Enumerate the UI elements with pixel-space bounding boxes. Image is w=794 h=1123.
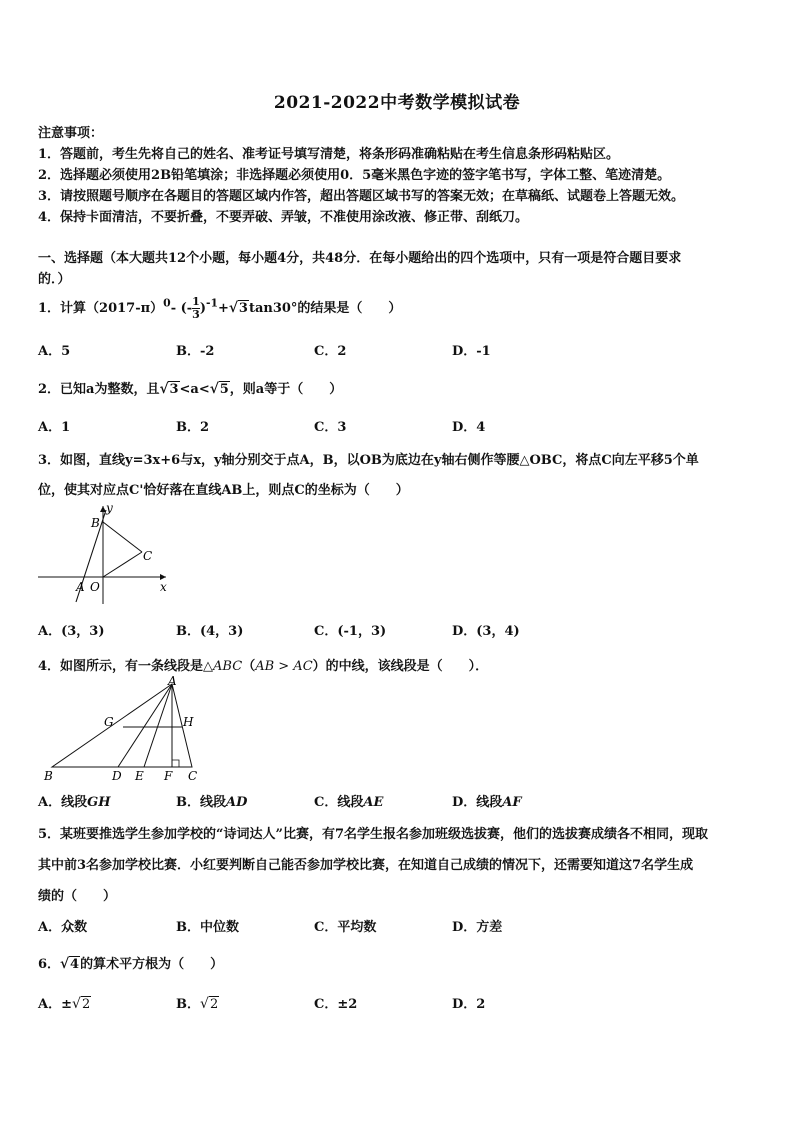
option-d[interactable]: D．2 [452, 997, 486, 1012]
label-h: H [183, 715, 194, 729]
question-2: 2．已知a为整数，且√ 3<a<√ 5，则a等于（ ） [38, 378, 342, 397]
segment-ad [118, 684, 172, 767]
page-title: 2021-2022中考数学模拟试卷 [273, 93, 521, 113]
notice-heading: 注意事项： [38, 126, 104, 141]
fraction: $\frac{1}{3}$ [192, 295, 200, 321]
question-5: 5．某班要推选学生参加学校的“诗词达人”比赛，有7名学生报名参加班级选拔赛，他们的选拔赛成绩各不相同，现取 [38, 827, 709, 842]
section-heading: 一、选择题（本大题共12个小题，每小题4分，共48分．在每小题给出的四个选项中，只有一项是符合题目要求 [38, 251, 682, 266]
option-c[interactable]: C．±2 [314, 997, 358, 1012]
option-a[interactable]: A．5 [38, 344, 71, 359]
option-c[interactable]: C．线段AE [314, 795, 384, 810]
option-c[interactable]: C．(-1，3) [314, 624, 387, 639]
label-c: C [143, 549, 153, 563]
radical: √ 3 [229, 301, 249, 316]
figure-q3 [36, 500, 172, 608]
segment-bc [103, 522, 142, 552]
question-1: 1．计算$(2017-\pi)^0-$ (- $\frac{1}{3}$ )$^{-1}$+√ 3tan30°的结果是（ ） [38, 296, 401, 321]
question-3-cont: 位，使其对应点C'恰好落在直线AB上，则点C的坐标为（ ） [38, 483, 409, 498]
label-x: x [160, 580, 167, 594]
segment-oc [103, 552, 142, 577]
notice-item: 4．保持卡面清洁，不要折叠，不要弄破、弄皱，不准使用涂改液、修正带、刮纸刀。 [38, 210, 529, 225]
option-b[interactable]: B．(4，3) [176, 624, 244, 639]
segment-ae [144, 684, 172, 767]
notice-item: 1．答题前，考生先将自己的姓名、准考证号填写清楚，将条形码准确粘贴在考生信息条形码粘贴区。 [38, 147, 620, 162]
right-angle-mark [172, 760, 179, 767]
option-c[interactable]: C．平均数 [314, 920, 377, 935]
radical: √ 2 [72, 997, 91, 1012]
radical: √ 2 [200, 997, 219, 1012]
option-b[interactable]: B．2 [176, 420, 210, 435]
option-a[interactable]: A．(3，3) [38, 624, 105, 639]
option-a[interactable]: A．线段GH [38, 795, 111, 810]
question-5-cont: 其中前3名参加学校比赛．小红要判断自己能否参加学校比赛，在知道自己成绩的情况下，还需要知道这7名学生成 [38, 858, 694, 873]
notice-item: 3．请按照题号顺序在各题目的答题区域内作答，超出答题区域书写的答案无效；在草稿纸、试题卷上答题无效。 [38, 189, 685, 204]
option-b[interactable]: B．-2 [176, 344, 215, 359]
radical: √ 3 [159, 382, 179, 397]
option-b[interactable]: B．线段AD [176, 795, 248, 810]
label-e: E [135, 769, 144, 783]
option-d[interactable]: D．4 [452, 420, 486, 435]
option-a[interactable]: A．±√ 2 [38, 993, 91, 1012]
radical: √ 5 [210, 382, 230, 397]
question-4: 4．如图所示，有一条线段是△ABC（AB > AC）的中线，该线段是（ ）． [38, 659, 489, 674]
figure-q4 [40, 676, 210, 784]
notice-item: 2．选择题必须使用2B铅笔填涂；非选择题必须使用0．5毫米黑色字迹的签字笔书写，字体工整、笔迹清楚。 [38, 168, 671, 183]
option-c[interactable]: C．2 [314, 344, 347, 359]
label-b: B [91, 516, 100, 530]
question-5-cont: 绩的（ ） [38, 889, 117, 904]
label-c: C [188, 769, 198, 783]
option-b[interactable]: B．中位数 [176, 920, 239, 935]
label-y: y [106, 501, 113, 515]
option-c[interactable]: C．3 [314, 420, 347, 435]
triangle-abc [52, 684, 192, 767]
option-a[interactable]: A．众数 [38, 920, 88, 935]
option-d[interactable]: D．(3，4) [452, 624, 520, 639]
question-3: 3．如图，直线y=3x+6与x，y轴分别交于点A，B，以OB为底边在y轴右侧作等腰△OBC，将点C向左平移5个单 [38, 453, 699, 468]
radical: √ 4 [60, 957, 80, 972]
label-g: G [104, 715, 114, 729]
option-d[interactable]: D．-1 [452, 344, 491, 359]
label-o: O [90, 580, 100, 594]
question-6: 6．√ 4的算术平方根为（ ） [38, 953, 223, 972]
label-a: A [76, 580, 85, 594]
option-a[interactable]: A．1 [38, 420, 71, 435]
label-f: F [164, 769, 173, 783]
label-d: D [112, 769, 122, 783]
option-d[interactable]: D．方差 [452, 920, 503, 935]
label-a: A [168, 676, 177, 688]
option-d[interactable]: D．线段AF [452, 795, 522, 810]
label-b: B [44, 769, 53, 783]
section-heading-cont: 的．） [38, 272, 71, 287]
option-b[interactable]: B．√ 2 [176, 993, 219, 1012]
